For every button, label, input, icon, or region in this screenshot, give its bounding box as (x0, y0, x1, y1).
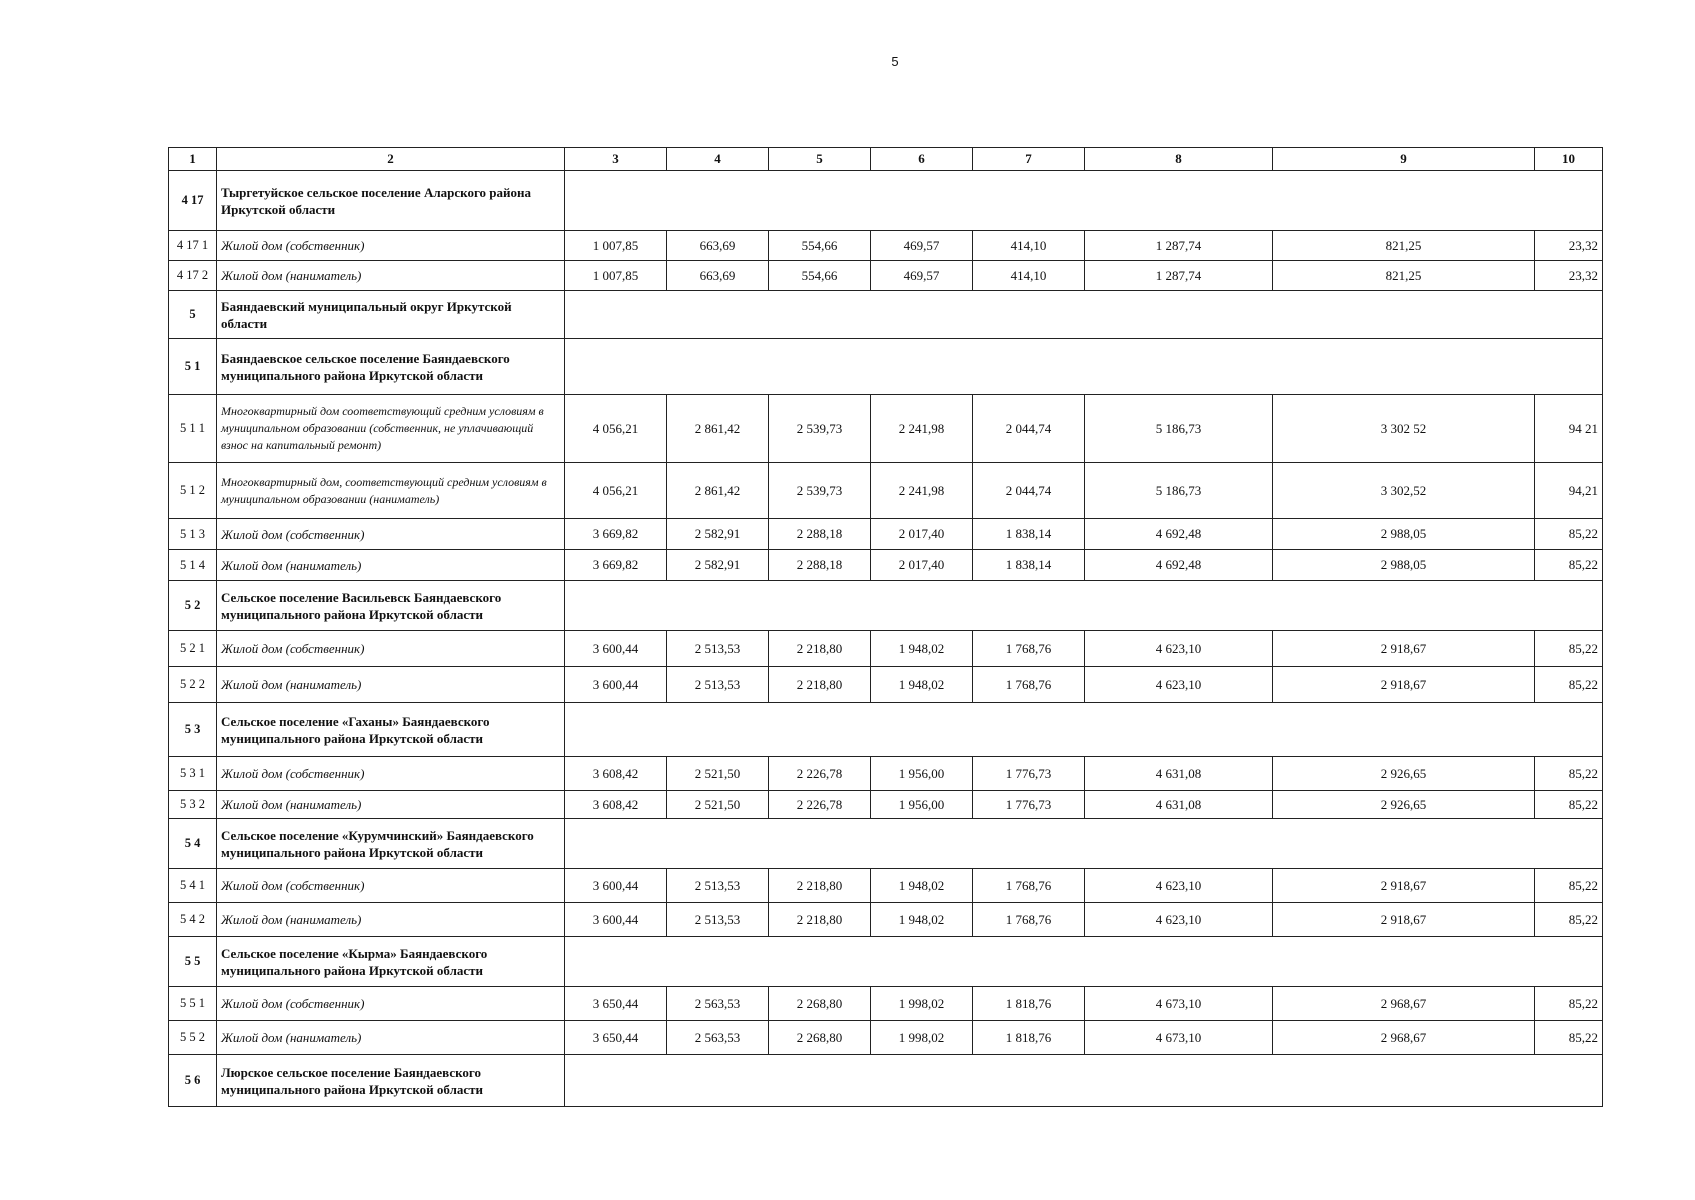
housing-type: Жилой дом (собственник) (217, 231, 565, 261)
housing-type: Жилой дом (наниматель) (217, 1021, 565, 1055)
group-row (169, 581, 1603, 631)
value-cell: 469,57 (871, 231, 973, 261)
value-cell: 4 673,10 (1085, 987, 1273, 1021)
value-cell: 3 600,44 (565, 631, 667, 667)
header-cell: 7 (973, 148, 1085, 171)
value-cell: 2 968,67 (1273, 987, 1535, 1021)
value-cell: 3 302 52 (1273, 395, 1535, 463)
value-cell: 1 998,02 (871, 1021, 973, 1055)
value-cell: 2 226,78 (769, 757, 871, 791)
value-cell: 2 582,91 (667, 550, 769, 581)
group-row (169, 819, 1603, 869)
value-cell: 2 582,91 (667, 519, 769, 550)
header-cell: 5 (769, 148, 871, 171)
housing-type: Жилой дом (наниматель) (217, 550, 565, 581)
row-number: 5 2 (169, 581, 217, 631)
value-cell: 414,10 (973, 231, 1085, 261)
value-cell: 23,32 (1535, 261, 1603, 291)
table-row (169, 791, 1603, 819)
empty-cell (565, 937, 1603, 987)
empty-cell (565, 1055, 1603, 1107)
value-cell: 85,22 (1535, 667, 1603, 703)
settlement-name: Люрское сельское поселение Баяндаевского муниципального района Иркутской области (217, 1055, 565, 1107)
value-cell: 2 241,98 (871, 463, 973, 519)
housing-type: Многоквартирный дом, соответствующий средним условиям в муниципальном образовании (наниматель) (217, 463, 565, 519)
value-cell: 2 521,50 (667, 791, 769, 819)
value-cell: 1 956,00 (871, 791, 973, 819)
value-cell: 85,22 (1535, 550, 1603, 581)
value-cell: 85,22 (1535, 1021, 1603, 1055)
housing-type: Жилой дом (собственник) (217, 987, 565, 1021)
row-number: 5 1 4 (169, 550, 217, 581)
group-row (169, 339, 1603, 395)
value-cell: 4 056,21 (565, 463, 667, 519)
group-row (169, 937, 1603, 987)
housing-type: Жилой дом (собственник) (217, 869, 565, 903)
value-cell: 4 692,48 (1085, 550, 1273, 581)
empty-cell (565, 171, 1603, 231)
row-number: 5 3 2 (169, 791, 217, 819)
value-cell: 2 926,65 (1273, 791, 1535, 819)
value-cell: 1 818,76 (973, 1021, 1085, 1055)
value-cell: 85,22 (1535, 631, 1603, 667)
row-number: 5 1 (169, 339, 217, 395)
tariff-table (168, 147, 1603, 1107)
group-row (169, 703, 1603, 757)
value-cell: 554,66 (769, 231, 871, 261)
value-cell: 3 650,44 (565, 1021, 667, 1055)
value-cell: 554,66 (769, 261, 871, 291)
group-row (169, 171, 1603, 231)
value-cell: 2 513,53 (667, 869, 769, 903)
value-cell: 3 600,44 (565, 667, 667, 703)
value-cell: 85,22 (1535, 519, 1603, 550)
empty-cell (565, 291, 1603, 339)
value-cell: 4 623,10 (1085, 667, 1273, 703)
table-body (169, 148, 1603, 1107)
value-cell: 4 631,08 (1085, 791, 1273, 819)
value-cell: 2 968,67 (1273, 1021, 1535, 1055)
row-number: 5 1 3 (169, 519, 217, 550)
table-row (169, 519, 1603, 550)
row-number: 4 17 1 (169, 231, 217, 261)
empty-cell (565, 819, 1603, 869)
housing-type: Жилой дом (наниматель) (217, 903, 565, 937)
value-cell: 85,22 (1535, 869, 1603, 903)
value-cell: 94 21 (1535, 395, 1603, 463)
value-cell: 1 948,02 (871, 631, 973, 667)
header-cell: 2 (217, 148, 565, 171)
value-cell: 2 861,42 (667, 395, 769, 463)
value-cell: 1 838,14 (973, 550, 1085, 581)
value-cell: 1 768,76 (973, 869, 1085, 903)
value-cell: 2 539,73 (769, 395, 871, 463)
row-number: 5 4 (169, 819, 217, 869)
value-cell: 1 948,02 (871, 667, 973, 703)
value-cell: 2 513,53 (667, 903, 769, 937)
table-row (169, 1021, 1603, 1055)
value-cell: 2 218,80 (769, 631, 871, 667)
empty-cell (565, 339, 1603, 395)
value-cell: 3 669,82 (565, 519, 667, 550)
empty-cell (565, 703, 1603, 757)
row-number: 5 (169, 291, 217, 339)
group-row (169, 291, 1603, 339)
housing-type: Многоквартирный дом соответствующий средним условиям в муниципальном образовании (собственник, не уплачивающий взнос на капитальный ремонт) (217, 395, 565, 463)
value-cell: 2 044,74 (973, 395, 1085, 463)
row-number: 5 2 1 (169, 631, 217, 667)
row-number: 5 2 2 (169, 667, 217, 703)
header-cell: 4 (667, 148, 769, 171)
value-cell: 2 563,53 (667, 987, 769, 1021)
housing-type: Жилой дом (собственник) (217, 519, 565, 550)
table-row (169, 667, 1603, 703)
row-number: 5 5 1 (169, 987, 217, 1021)
value-cell: 3 608,42 (565, 791, 667, 819)
housing-type: Жилой дом (наниматель) (217, 791, 565, 819)
value-cell: 1 776,73 (973, 757, 1085, 791)
value-cell: 1 948,02 (871, 903, 973, 937)
value-cell: 2 513,53 (667, 631, 769, 667)
value-cell: 3 608,42 (565, 757, 667, 791)
value-cell: 3 302,52 (1273, 463, 1535, 519)
value-cell: 4 623,10 (1085, 631, 1273, 667)
value-cell: 663,69 (667, 231, 769, 261)
value-cell: 2 218,80 (769, 903, 871, 937)
table-row (169, 463, 1603, 519)
value-cell: 821,25 (1273, 231, 1535, 261)
value-cell: 4 623,10 (1085, 903, 1273, 937)
value-cell: 2 218,80 (769, 667, 871, 703)
value-cell: 2 044,74 (973, 463, 1085, 519)
header-cell: 8 (1085, 148, 1273, 171)
value-cell: 1 007,85 (565, 261, 667, 291)
value-cell: 3 669,82 (565, 550, 667, 581)
value-cell: 1 948,02 (871, 869, 973, 903)
header-cell: 3 (565, 148, 667, 171)
value-cell: 1 956,00 (871, 757, 973, 791)
value-cell: 4 673,10 (1085, 1021, 1273, 1055)
row-number: 5 1 2 (169, 463, 217, 519)
settlement-name: Сельское поселение «Кырма» Баяндаевского муниципального района Иркутской области (217, 937, 565, 987)
value-cell: 85,22 (1535, 987, 1603, 1021)
value-cell: 2 017,40 (871, 519, 973, 550)
value-cell: 1 007,85 (565, 231, 667, 261)
value-cell: 1 818,76 (973, 987, 1085, 1021)
row-number: 5 4 2 (169, 903, 217, 937)
page-number: 5 (891, 54, 899, 69)
value-cell: 4 692,48 (1085, 519, 1273, 550)
value-cell: 3 600,44 (565, 869, 667, 903)
row-number: 5 6 (169, 1055, 217, 1107)
value-cell: 2 017,40 (871, 550, 973, 581)
value-cell: 2 268,80 (769, 987, 871, 1021)
value-cell: 2 288,18 (769, 550, 871, 581)
housing-type: Жилой дом (наниматель) (217, 667, 565, 703)
value-cell: 1 776,73 (973, 791, 1085, 819)
housing-type: Жилой дом (собственник) (217, 631, 565, 667)
settlement-name: Сельское поселение «Курумчинский» Баяндаевского муниципального района Иркутской области (217, 819, 565, 869)
row-number: 4 17 2 (169, 261, 217, 291)
header-cell: 9 (1273, 148, 1535, 171)
table-row (169, 231, 1603, 261)
value-cell: 2 988,05 (1273, 550, 1535, 581)
row-number: 5 3 1 (169, 757, 217, 791)
value-cell: 1 768,76 (973, 667, 1085, 703)
value-cell: 5 186,73 (1085, 395, 1273, 463)
value-cell: 4 623,10 (1085, 869, 1273, 903)
value-cell: 85,22 (1535, 903, 1603, 937)
settlement-name: Сельское поселение Васильевск Баяндаевского муниципального района Иркутской области (217, 581, 565, 631)
value-cell: 2 988,05 (1273, 519, 1535, 550)
value-cell: 4 631,08 (1085, 757, 1273, 791)
value-cell: 2 918,67 (1273, 903, 1535, 937)
value-cell: 2 521,50 (667, 757, 769, 791)
header-cell: 6 (871, 148, 973, 171)
value-cell: 2 563,53 (667, 1021, 769, 1055)
value-cell: 2 513,53 (667, 667, 769, 703)
housing-type: Жилой дом (наниматель) (217, 261, 565, 291)
value-cell: 2 926,65 (1273, 757, 1535, 791)
value-cell: 1 768,76 (973, 631, 1085, 667)
value-cell: 3 600,44 (565, 903, 667, 937)
value-cell: 2 218,80 (769, 869, 871, 903)
value-cell: 2 918,67 (1273, 869, 1535, 903)
row-number: 4 17 (169, 171, 217, 231)
table-row (169, 903, 1603, 937)
table-row (169, 869, 1603, 903)
row-number: 5 4 1 (169, 869, 217, 903)
settlement-name: Тыргетуйское сельское поселение Аларского района Иркутской области (217, 171, 565, 231)
table-row (169, 987, 1603, 1021)
row-number: 5 3 (169, 703, 217, 757)
header-cell: 1 (169, 148, 217, 171)
value-cell: 5 186,73 (1085, 463, 1273, 519)
value-cell: 1 287,74 (1085, 261, 1273, 291)
row-number: 5 1 1 (169, 395, 217, 463)
table-row (169, 631, 1603, 667)
housing-type: Жилой дом (собственник) (217, 757, 565, 791)
value-cell: 2 539,73 (769, 463, 871, 519)
value-cell: 23,32 (1535, 231, 1603, 261)
value-cell: 1 287,74 (1085, 231, 1273, 261)
value-cell: 821,25 (1273, 261, 1535, 291)
value-cell: 1 998,02 (871, 987, 973, 1021)
table-row (169, 550, 1603, 581)
value-cell: 85,22 (1535, 791, 1603, 819)
value-cell: 4 056,21 (565, 395, 667, 463)
settlement-name: Баяндаевское сельское поселение Баяндаевского муниципального района Иркутской области (217, 339, 565, 395)
value-cell: 1 768,76 (973, 903, 1085, 937)
value-cell: 414,10 (973, 261, 1085, 291)
value-cell: 2 226,78 (769, 791, 871, 819)
header-cell: 10 (1535, 148, 1603, 171)
group-row (169, 1055, 1603, 1107)
header-row (169, 148, 1603, 171)
value-cell: 2 918,67 (1273, 631, 1535, 667)
value-cell: 2 241,98 (871, 395, 973, 463)
table-row (169, 261, 1603, 291)
value-cell: 2 918,67 (1273, 667, 1535, 703)
value-cell: 1 838,14 (973, 519, 1085, 550)
value-cell: 3 650,44 (565, 987, 667, 1021)
value-cell: 663,69 (667, 261, 769, 291)
table-row (169, 757, 1603, 791)
settlement-name: Сельское поселение «Гаханы» Баяндаевского муниципального района Иркутской области (217, 703, 565, 757)
value-cell: 94,21 (1535, 463, 1603, 519)
row-number: 5 5 2 (169, 1021, 217, 1055)
table-row (169, 395, 1603, 463)
row-number: 5 5 (169, 937, 217, 987)
empty-cell (565, 581, 1603, 631)
value-cell: 2 288,18 (769, 519, 871, 550)
settlement-name: Баяндаевский муниципальный округ Иркутской области (217, 291, 565, 339)
value-cell: 469,57 (871, 261, 973, 291)
value-cell: 2 861,42 (667, 463, 769, 519)
value-cell: 85,22 (1535, 757, 1603, 791)
value-cell: 2 268,80 (769, 1021, 871, 1055)
